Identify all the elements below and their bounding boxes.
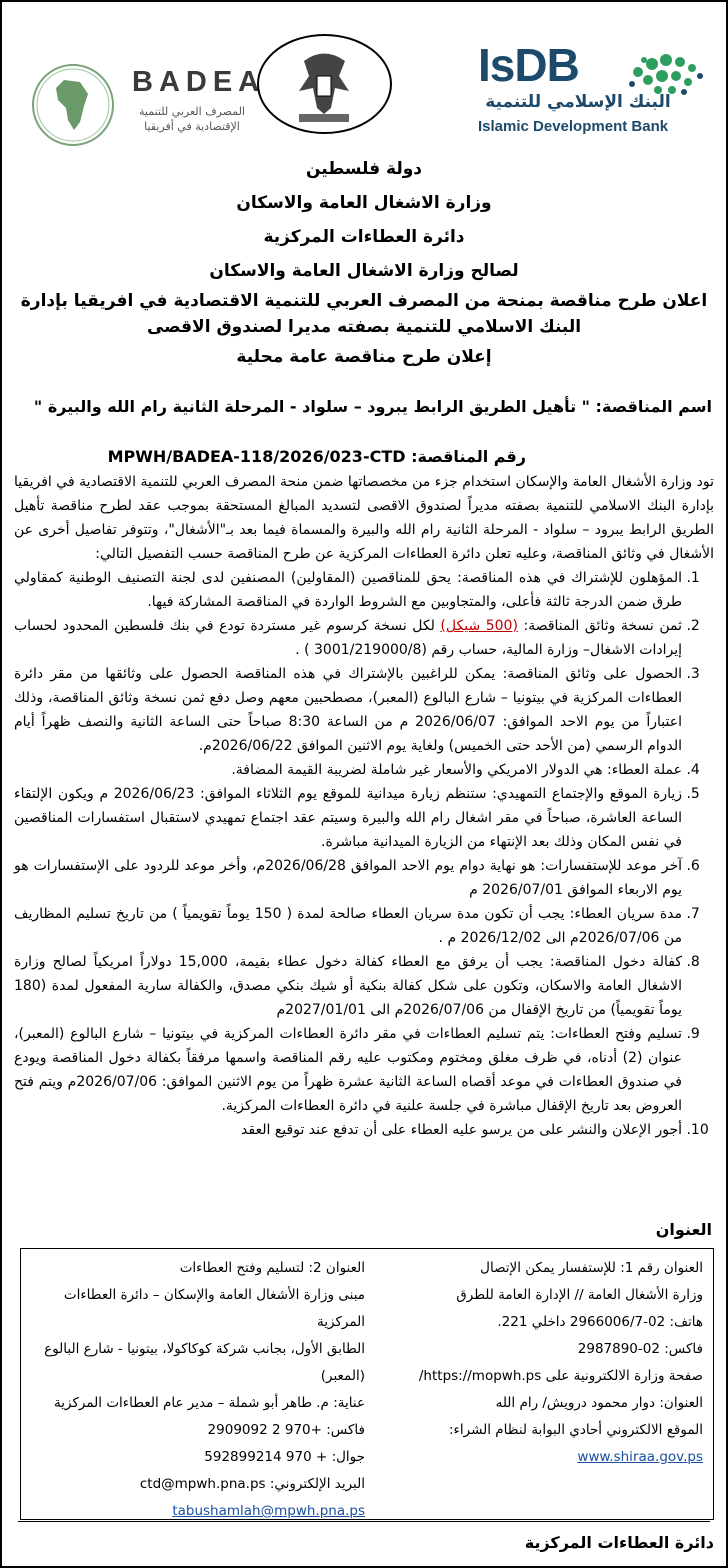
fax-line: فاكس: +970 2 2909092 — [207, 1422, 365, 1438]
list-item: 3. الحصول على وثائق المناقصة: يمكن للراغبين بالإشتراك في هذه المناقصة الحصول على وثائقها من مقر دائرة العطاءات المركزية في بيتونيا – شارع البالوع (المعبر)، مصطحبين معهم وصل دفع ثمن نسخة وثائق المناقصة، وذلك اعتباراً من يوم الاحد الموافق: 2026/06/07 م من الساعة 8:30 صباحاً حتى الساعة الثانية والنصف ظهراً أيام الدوام الرسمي (من الأحد حتى الخميس) ولغاية يوم الاثنين الموافق 2026/06/22م. — [14, 662, 682, 758]
isdb-wordmark: IsDB — [478, 39, 579, 91]
website-link[interactable]: صفحة وزارة الالكترونية على https://mopwh.ps/ — [418, 1368, 703, 1384]
address-column-1 — [373, 1255, 703, 1471]
list-item-price: 2. ثمن نسخة وثائق المناقصة: (500 شيكل) لكل نسخة كرسوم غير مستردة تودع في بنك فلسطين المحدود لحساب إيرادات الاشغال– وزارة المالية، حساب رقم (3001/219000/8 ) . — [14, 614, 682, 662]
address-box — [20, 1248, 714, 1520]
palestine-emblem-seal — [257, 34, 392, 134]
department-title: دائرة العطاءات المركزية — [263, 227, 465, 247]
badea-wordmark: BADEA — [132, 66, 266, 98]
list-item: 1. المؤهلون للإشتراك في هذه المناقصة: يحق للمناقصين (المقاولين) المصنفين لدى لجنة التصنيف الوطنية كمقاولي طرق ضمن الدرجة ثالثة فأعلى، والمتجاوبين مع الشروط الواردة في المناقصة المشاركة فيها. — [14, 566, 682, 614]
address-line: الموقع الالكتروني أحادي البوابة لنظام الشراء: — [449, 1422, 703, 1438]
shiraa-link[interactable]: www.shiraa.gov.ps — [577, 1449, 703, 1465]
footer-divider — [18, 1521, 710, 1522]
address-line: مبنى وزارة الأشغال العامة والإسكان – دائرة العطاءات المركزية — [63, 1287, 365, 1330]
list-item: 8. كفالة دخول المناقصة: يجب أن يرفق مع العطاء كفالة دخول عطاء بقيمة، 15,000 دولاراً امريكياً لصالح وزارة الاشغال العامة والاسكان، وتكون على شكل كفالة بنكية أو شيك بنكي مصدق، والكفالة سارية المفعول لمدة (180 يوماً تقويمياً) من تاريخ الإقفال من 2026/07/06م الى 2027/01/01م — [14, 950, 682, 1022]
mobile-line: جوال: + 970 592899214 — [204, 1449, 365, 1465]
email-link-2[interactable]: tabushamlah@mpwh.pna.ps — [172, 1503, 365, 1519]
email-link[interactable]: البريد الإلكتروني: ctd@mpwh.pna.ps — [139, 1476, 365, 1492]
announcement-titles — [14, 152, 714, 374]
attention-line: عناية: م. طاهر أبو شملة – مدير عام العطاءات المركزية — [54, 1395, 365, 1411]
isdb-arabic-name: البنك الإسلامي للتنمية — [485, 92, 671, 112]
address-line: العنوان: دوار محمود درويش/ رام الله — [495, 1395, 703, 1411]
fax-line: فاكس: 02-2987890 — [577, 1341, 703, 1357]
state-title: دولة فلسطين — [305, 159, 423, 179]
footer-signature: دائرة العطاءات المركزية — [524, 1533, 714, 1552]
isdb-logo — [478, 30, 708, 140]
address-line: العنوان رقم 1: للإستفسار يمكن الإتصال — [480, 1260, 703, 1276]
list-item: 5. زيارة الموقع والإجتماع التمهيدي: ستنظم زيارة ميدانية للموقع يوم الثلاثاء الموافق: 2026/06/23 م ويكون الإلتقاء الساعة العاشرة، صباحاً في مقر اشغال رام الله والبيرة وسيتم عقد اجتماع تمهيدي لاستقبال استفسارات المناقصين في نفس المكان وذلك بعد الإنتهاء من الزيارة الميدانية مباشرة. — [14, 782, 682, 854]
badea-logo — [20, 46, 265, 136]
announcement-body — [14, 470, 714, 1142]
grant-announcement: اعلان طرح مناقصة بمنحة من المصرف العربي للتنمية الاقتصادية في افريقيا بإدارة البنك الاسلامي للتنمية بصفته مديرا لصندوق الاقصى — [20, 291, 708, 337]
africa-globe-icon — [32, 64, 114, 146]
list-item: 4. عملة العطاء: هي الدولار الامريكي والأسعار غير شاملة لضريبة القيمة المضافة. — [14, 758, 682, 782]
conditions-list — [14, 566, 714, 1142]
address-line: وزارة الأشغال العامة // الإدارة العامة للطرق — [456, 1287, 703, 1303]
badea-arabic-name: المصرف العربي للتنمية الإقتصادية في أفريقيا — [139, 105, 245, 133]
header-logos — [12, 16, 716, 141]
list-item: 10. أجور الإعلان والنشر على من يرسو عليه العطاء على أن تدفع عند توقيع العقد — [14, 1118, 682, 1142]
address-line: العنوان 2: لتسليم وفتح العطاءات — [179, 1260, 365, 1276]
tender-number: رقم المناقصة: MPWH/BADEA-118/2026/023-CTD — [107, 447, 526, 466]
price-amount: (500 شيكل) — [440, 618, 518, 634]
address-column-2 — [35, 1255, 365, 1525]
on-behalf-title: لصالح وزارة الاشغال العامة والاسكان — [209, 261, 519, 281]
tender-name: اسم المناقصة: " تأهيل الطريق الرابط يبرود – سلواد - المرحلة الثانية رام الله والبيرة " — [33, 397, 712, 416]
ministry-title: وزارة الاشغال العامة والاسكان — [236, 193, 492, 213]
local-tender-title: إعلان طرح مناقصة عامة محلية — [236, 347, 492, 367]
isdb-english-name: Islamic Development Bank — [478, 118, 669, 135]
address-line: الطابق الأول، بجانب شركة كوكاكولا، بيتونيا - شارع البالوع — [44, 1341, 365, 1357]
list-item: 6. آخر موعد للإستفسارات: هو نهاية دوام يوم الاحد الموافق 2026/06/28م، وأخر موعد للردود على الإستفسارات هو يوم الاربعاء الموافق 2026/07/01 م — [14, 854, 682, 902]
list-item: 9. تسليم وفتح العطاءات: يتم تسليم العطاءات في مقر دائرة العطاءات المركزية في بيتونيا – شارع البالوع (المعبر)، عنوان (2) أدناه، في ظرف مغلق ومختوم ومكتوب عليه رقم المناقصة واسمها مرفقاً بكفالة دخول المناقصة ويودع في صندوق العطاءات في موعد أقصاه الساعة الثانية عشرة ظهراً من يوم الاثنين الموافق: 2026/07/06م ويتم فتح العروض بعد تاريخ الإقفال مباشرة في جلسة علنية في دائرة العطاءات المركزية. — [14, 1022, 682, 1118]
list-item: 7. مدة سريان العطاء: يجب أن تكون مدة سريان العطاء صالحة لمدة ( 150 يوماً تقويمياً ) من تاريخ تسليم المظاريف من 2026/07/06م الى 2026/12/02 م . — [14, 902, 682, 950]
address-line: (المعبر) — [320, 1368, 365, 1384]
address-heading: العنوان — [655, 1220, 712, 1239]
phone-line: هاتف: 02-2966006/7 داخلي 221. — [497, 1314, 703, 1330]
intro-paragraph: تود وزارة الأشغال العامة والإسكان استخدام جزء من مخصصاتها ضمن منحة المصرف العربي للتنمية الاقتصادية في افريقيا بإدارة البنك الاسلامي للتنمية بصفته مديراً لصندوق الاقصى لتسديد المبالغ المستحقة بموجب عقد لطرح مناقصة تأهيل الطريق الرابط يبرود – سلواد - المرحلة الثانية رام الله والبيرة والمسماة فيما بعد بـ"الأشغال"، وتتوفر تفاصيل أخرى عن الأشغال في وثائق المناقصة، وعليه تعلن دائرة العطاءات المركزية عن طرح المناقصة حسب التفصيل التالي: — [14, 474, 714, 562]
